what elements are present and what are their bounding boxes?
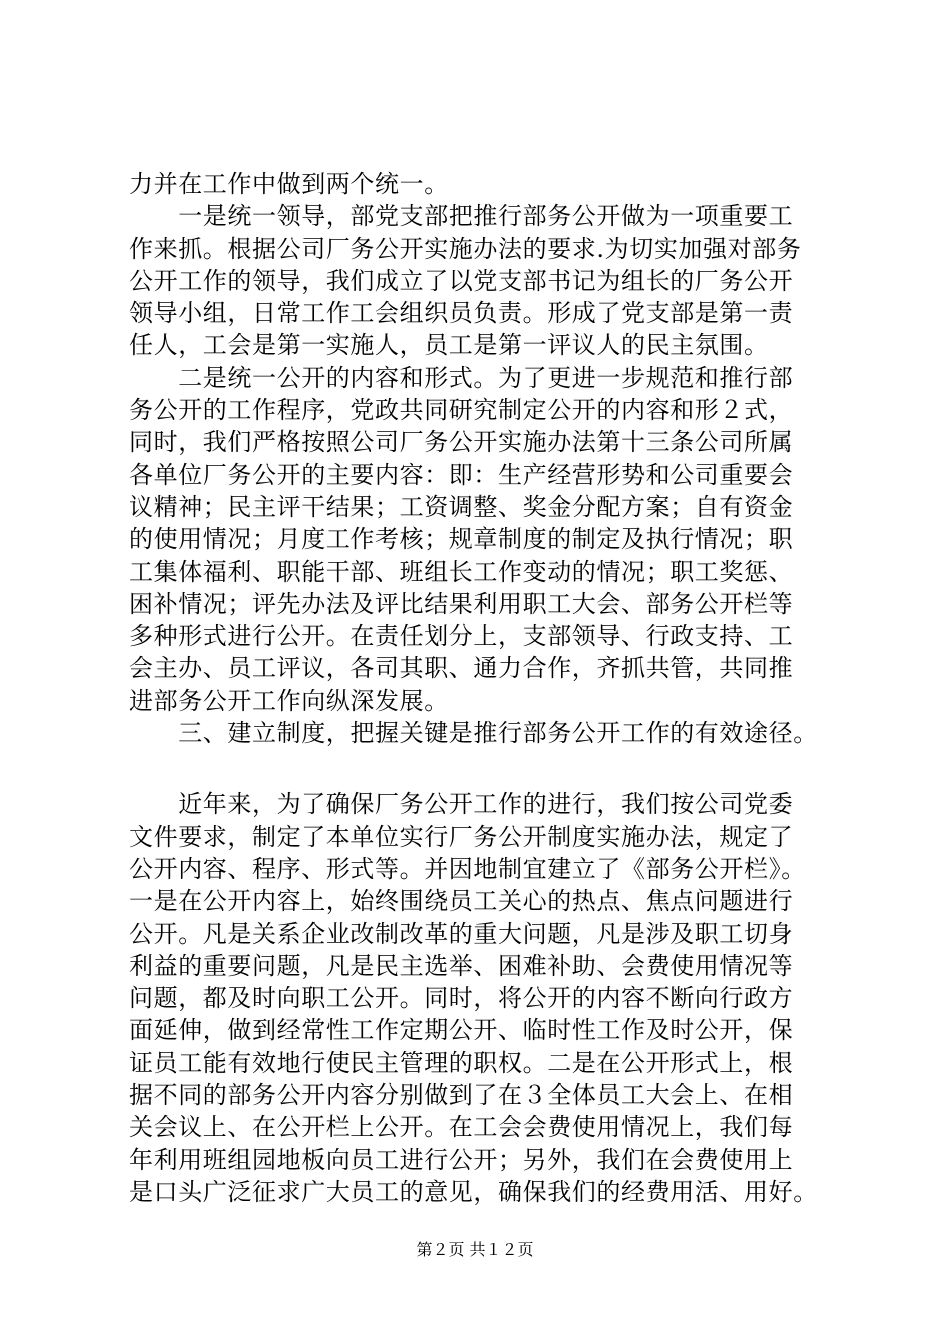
text-line: 公开工作的领导，我们成立了以党支部书记为组长的厂务公开	[129, 266, 794, 295]
text-line: 证员工能有效地行使民主管理的职权。二是在公开形式上，根	[129, 1048, 794, 1077]
text-line: 多种形式进行公开。在责任划分上，支部领导、行政支持、工	[129, 622, 794, 651]
text-line: 作来抓。根据公司厂务公开实施办法的要求.为切实加强对部务	[129, 234, 802, 263]
paragraph-gap	[129, 749, 829, 788]
text-line: 年利用班组园地板向员工进行公开；另外，我们在会费使用上	[129, 1145, 794, 1174]
text-block-part-1	[129, 168, 829, 749]
text-line: 公开。凡是关系企业改制改革的重大问题，凡是涉及职工切身	[129, 919, 794, 948]
text-line: 务公开的工作程序，党政共同研究制定公开的内容和形２式，	[129, 396, 794, 425]
text-line: 一是统一领导，部党支部把推行部务公开做为一项重要工	[129, 202, 794, 231]
text-line: 近年来，为了确保厂务公开工作的进行，我们按公司党委	[129, 790, 794, 819]
text-line: 会主办、员工评议，各司其职、通力合作，齐抓共管，共同推	[129, 654, 794, 683]
text-line: 据不同的部务公开内容分别做到了在３全体员工大会上、在相	[129, 1081, 794, 1110]
text-line: 的使用情况；月度工作考核；规章制度的制定及执行情况；职	[129, 525, 794, 554]
document-body	[129, 168, 829, 1208]
text-line: 是口头广泛征求广大员工的意见，确保我们的经费用活、用好。	[129, 1177, 818, 1206]
text-block-part-2	[129, 788, 829, 1208]
text-line: 利益的重要问题，凡是民主选举、困难补助、会费使用情况等	[129, 951, 794, 980]
text-line: 领导小组，日常工作工会组织员负责。形成了党支部是第一责	[129, 299, 794, 328]
text-line: 进部务公开工作向纵深发展。	[129, 686, 449, 715]
text-line: 三、建立制度，把握关键是推行部务公开工作的有效途径。	[129, 719, 818, 748]
text-line: 议精神；民主评干结果；工资调整、奖金分配方案；自有资金	[129, 492, 794, 521]
text-line: 文件要求，制定了本单位实行厂务公开制度实施办法，规定了	[129, 822, 794, 851]
text-line: 二是统一公开的内容和形式。为了更进一步规范和推行部	[129, 363, 794, 392]
text-line: 公开内容、程序、形式等。并因地制宜建立了《部务公开栏》。	[129, 854, 806, 883]
text-line: 关会议上、在公开栏上公开。在工会会费使用情况上，我们每	[129, 1113, 794, 1142]
page-footer: 第２页 共１２页	[416, 1240, 534, 1259]
text-line: 问题，都及时向职工公开。同时，将公开的内容不断向行政方	[129, 984, 794, 1013]
text-line: 工集体福利、职能干部、班组长工作变动的情况；职工奖惩、	[129, 557, 794, 586]
text-line: 困补情况；评先办法及评比结果利用职工大会、部务公开栏等	[129, 589, 794, 618]
text-line: 一是在公开内容上，始终围绕员工关心的热点、焦点问题进行	[129, 887, 794, 916]
text-line: 任人，工会是第一实施人，员工是第一评议人的民主氛围。	[129, 331, 769, 360]
text-line: 同时，我们严格按照公司厂务公开实施办法第十三条公司所属	[129, 428, 794, 457]
text-line: 力并在工作中做到两个统一。	[129, 170, 449, 198]
text-line: 面延伸，做到经常性工作定期公开、临时性工作及时公开，保	[129, 1016, 794, 1045]
text-line: 各单位厂务公开的主要内容：即：生产经营形势和公司重要会	[129, 460, 794, 489]
